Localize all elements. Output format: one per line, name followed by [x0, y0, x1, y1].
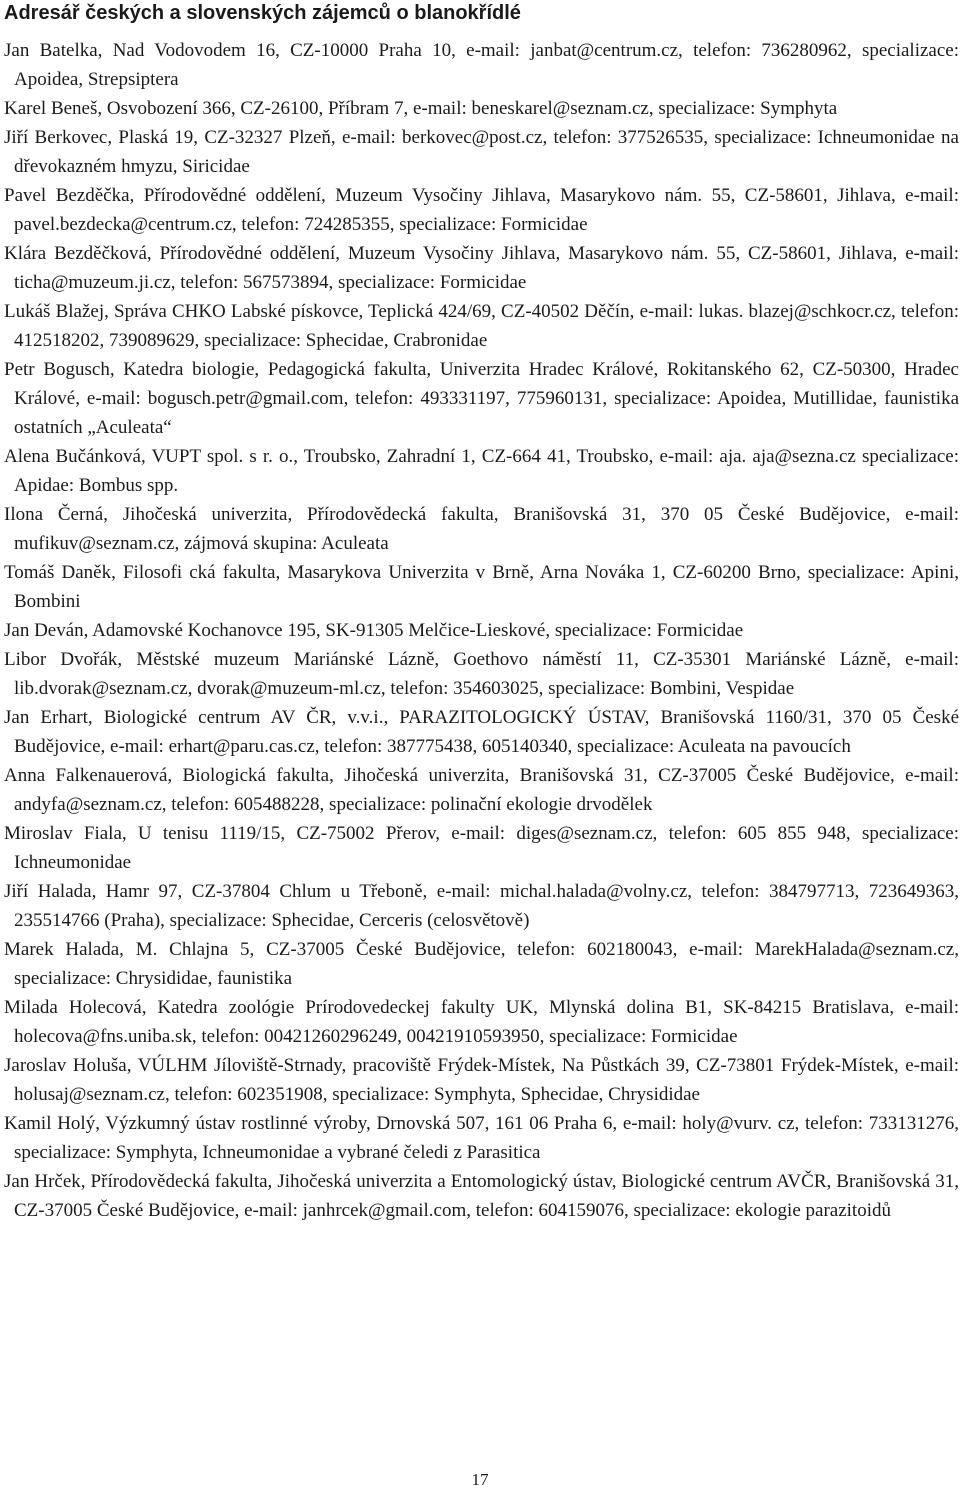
- list-item: Jiří Berkovec, Plaská 19, CZ-32327 Plzeň, e-mail: berkovec@post.cz, telefon: 377526535, specializace: Ichneumonidae na dřevokazném hmyzu, Siricidae: [4, 127, 959, 177]
- page-title: Adresář českých a slovenských zájemců o blanokřídlé: [4, 2, 521, 24]
- list-item: Jan Deván, Adamovské Kochanovce 195, SK-91305 Melčice-Lieskové, specializace: Formicidae: [4, 620, 744, 641]
- list-item: Jan Erhart, Biologické centrum AV ČR, v.v.i., PARAZITOLOGICKÝ ÚSTAV, Branišovská 1160/31, 370 05 České Budějovice, e-mail: erhart@paru.cas.cz, telefon: 387775438, 605140340, specializace: Aculeata na pavoucích: [4, 707, 959, 757]
- list-item: Tomáš Daněk, Filosofi cká fakulta, Masarykova Univerzita v Brně, Arna Nováka 1, CZ-60200 Brno, specializace: Apini, Bombini: [4, 562, 959, 612]
- address-list: [4, 36, 959, 1225]
- list-item: Jiří Halada, Hamr 97, CZ-37804 Chlum u Třeboně, e-mail: michal.halada@volny.cz, telefon: 384797713, 723649363, 235514766 (Praha), specializace: Sphecidae, Cerceris (celosvětově): [4, 881, 959, 931]
- list-item: Petr Bogusch, Katedra biologie, Pedagogická fakulta, Univerzita Hradec Králové, Rokitanského 62, CZ-50300, Hradec Králové, e-mail: bogusch.petr@gmail.com, telefon: 493331197, 775960131, specializace: Apoidea, Mutillidae, faunistika ostatních „Aculeata“: [4, 359, 959, 438]
- list-item: Anna Falkenauerová, Biologická fakulta, Jihočeská univerzita, Branišovská 31, CZ-37005 České Budějovice, e-mail: andyfa@seznam.cz, telefon: 605488228, specializace: polinační ekologie drvodělek: [4, 765, 959, 815]
- list-item: Ilona Černá, Jihočeská univerzita, Přírodovědecká fakulta, Branišovská 31, 370 05 České Budějovice, e-mail: mufikuv@seznam.cz, zájmová skupina: Aculeata: [4, 504, 959, 554]
- list-item: Marek Halada, M. Chlajna 5, CZ-37005 České Budějovice, telefon: 602180043, e-mail: MarekHalada@seznam.cz, specializace: Chrysididae, faunistika: [4, 939, 959, 989]
- list-item: Pavel Bezděčka, Přírodovědné oddělení, Muzeum Vysočiny Jihlava, Masarykovo nám. 55, CZ-58601, Jihlava, e-mail: pavel.bezdecka@centrum.cz, telefon: 724285355, specializace: Formicidae: [4, 185, 959, 235]
- list-item: Kamil Holý, Výzkumný ústav rostlinné výroby, Drnovská 507, 161 06 Praha 6, e-mail: holy@vurv. cz, telefon: 733131276, specializace: Symphyta, Ichneumonidae a vybrané čeledi z Parasitica: [4, 1113, 959, 1163]
- list-item: Jaroslav Holuša, VÚLHM Jíloviště-Strnady, pracoviště Frýdek-Místek, Na Půstkách 39, CZ-73801 Frýdek-Místek, e-mail: holusaj@seznam.cz, telefon: 602351908, specializace: Symphyta, Sphecidae, Chrysididae: [4, 1055, 959, 1105]
- list-item: Karel Beneš, Osvobození 366, CZ-26100, Příbram 7, e-mail: beneskarel@seznam.cz, specializace: Symphyta: [4, 98, 838, 119]
- page-number: 17: [471, 1470, 489, 1489]
- list-item: Lukáš Blažej, Správa CHKO Labské pískovce, Teplická 424/69, CZ-40502 Děčín, e-mail: lukas. blazej@schkocr.cz, telefon: 412518202, 739089629, specializace: Sphecidae, Crabronidae: [4, 301, 959, 351]
- list-item: Miroslav Fiala, U tenisu 1119/15, CZ-75002 Přerov, e-mail: diges@seznam.cz, telefon: 605 855 948, specializace: Ichneumonidae: [4, 823, 959, 873]
- list-item: Alena Bučánková, VUPT spol. s r. o., Troubsko, Zahradní 1, CZ-664 41, Troubsko, e-mail: aja. aja@sezna.cz specializace: Apidae: Bombus spp.: [4, 446, 959, 496]
- list-item: Libor Dvořák, Městské muzeum Mariánské Lázně, Goethovo náměstí 11, CZ-35301 Mariánské Lázně, e-mail: lib.dvorak@seznam.cz, dvorak@muzeum-ml.cz, telefon: 354603025, specializace: Bombini, Vespidae: [4, 649, 959, 699]
- list-item: Klára Bezděčková, Přírodovědné oddělení, Muzeum Vysočiny Jihlava, Masarykovo nám. 55, CZ-58601, Jihlava, e-mail: ticha@muzeum.ji.cz, telefon: 567573894, specializace: Formicidae: [4, 243, 959, 293]
- list-item: Milada Holecová, Katedra zoológie Prírodovedeckej fakulty UK, Mlynská dolina B1, SK-84215 Bratislava, e-mail: holecova@fns.uniba.sk, telefon: 00421260296249, 00421910593950, specializace: Formicidae: [4, 997, 959, 1047]
- list-item: Jan Hrček, Přírodovědecká fakulta, Jihočeská univerzita a Entomologický ústav, Biologické centrum AVČR, Branišovská 31, CZ-37005 České Budějovice, e-mail: janhrcek@gmail.com, telefon: 604159076, specializace: ekologie parazitoidů: [4, 1171, 959, 1221]
- list-item: Jan Batelka, Nad Vodovodem 16, CZ-10000 Praha 10, e-mail: janbat@centrum.cz, telefon: 736280962, specializace: Apoidea, Strepsiptera: [4, 40, 959, 90]
